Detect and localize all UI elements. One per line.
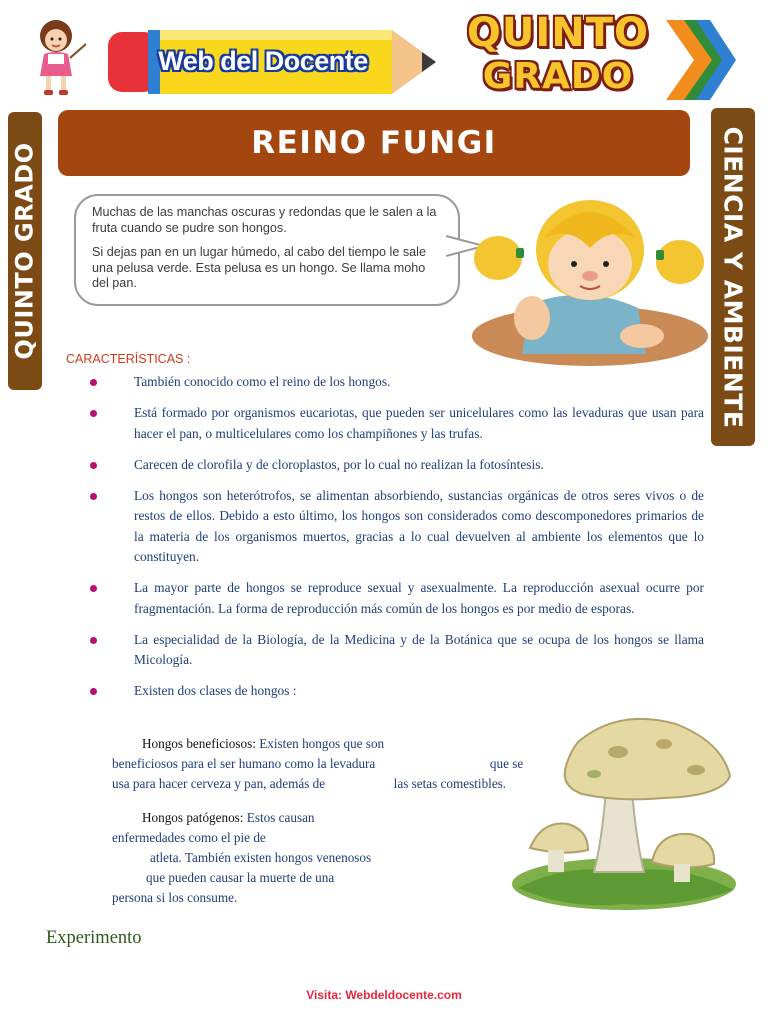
beneficial-fungi-block [112,734,572,794]
list-item [88,455,704,476]
page-title: REINO FUNGI [251,125,497,161]
grade-chevrons [666,20,736,100]
teacher-illustration [26,14,90,98]
beneficial-line-3a: usa para hacer cerveza y pan, además de [112,776,326,791]
grade-title-line2: GRADO [482,56,634,97]
pathogenic-fungi-label: Hongos patógenos: [142,810,244,825]
bullet-icon [90,410,97,417]
list-item-text: La mayor parte de hongos se reproduce sexual y asexualmente. La reproducción asexual ocurre por fragmentación. La forma de reproducción más común de los hongos es por medio de esporas. [134,580,704,616]
bullet-icon [90,462,97,469]
bullet-icon [90,379,97,386]
list-item [88,372,704,393]
pathogenic-line-3: atleta. También existen hongos venenosos [150,850,372,865]
experiment-heading: Experimento [46,928,142,948]
list-item-text: También conocido como el reino de los hongos. [134,374,391,389]
pathogenic-line-2: enfermedades como el pie de [112,830,266,845]
list-item [88,630,704,671]
beneficial-line-1: Existen hongos que son [259,736,385,751]
bullet-icon [90,688,97,695]
girl-illustration [470,186,710,366]
brand-name: Web del Docente [158,45,368,76]
side-banner-subject [711,108,755,446]
bubble-paragraph-2: Si dejas pan en un lugar húmedo, al cabo del tiempo le sale una pelusa verde. Esta pelusa es un hongo. Se llama moho del pan. [92,245,426,290]
bullet-icon [90,493,97,500]
mushrooms-illustration [508,712,740,916]
pathogenic-line-4: que pueden causar la muerte de una [146,870,335,885]
bullet-icon [90,585,97,592]
beneficial-line-2b: que se [489,756,524,771]
bubble-paragraph-1: Muchas de las manchas oscuras y redondas que le salen a la fruta cuando se pudre son hongos. [92,205,437,235]
list-item-text: La especialidad de la Biología, de la Medicina y de la Botánica que se ocupa de los hongos se llama Micología. [134,631,704,667]
list-item-text: Está formado por organismos eucariotas, que pueden ser unicelulares como las levaduras que usan para hacer el pan, o multicelulares como los champiñones y las trufas. [134,405,704,441]
pathogenic-line-1: Estos causan [246,810,315,825]
side-banner-grade [8,112,42,390]
beneficial-fungi-label: Hongos beneficiosos: [142,736,256,751]
list-item [88,578,704,619]
list-item-text: Los hongos son heterótrofos, se alimentan absorbiendo, sustancias orgánicas de otros seres vivos o de restos de ellos. Debido a esto último, los hongos son considerados como descomponedores primarios de la materia de los organismos muertos, gracias a lo cual devuelven al ambiente los elementos que lo constituyen. [134,487,704,564]
beneficial-line-3b: las setas comestibles. [393,776,507,791]
page-header [0,0,768,108]
speech-bubble [74,194,460,306]
list-item-text: Existen dos clases de hongos : [134,683,297,698]
title-bar [58,110,690,176]
bullet-icon [90,637,97,644]
footer-link[interactable]: Visita: Webdeldocente.com [306,988,462,1002]
pathogenic-fungi-block [112,808,402,908]
beneficial-line-2a: beneficiosos para el ser humano como la levadura [112,756,376,771]
characteristics-list [88,372,704,712]
list-item-text: Carecen de clorofila y de cloroplastos, por lo cual no realizan la fotosíntesis. [134,456,544,472]
list-item [88,403,704,444]
side-banner-grade-text: QUINTO GRADO [11,142,39,360]
section-label-characteristics: CARACTERÍSTICAS : [66,352,191,366]
side-banner-subject-text: CIENCIA Y AMBIENTE [718,126,748,428]
list-item [88,681,704,702]
list-item [88,486,704,568]
grade-title-line1: QUINTO [466,10,650,56]
pathogenic-line-5: persona si los consume. [112,890,238,905]
